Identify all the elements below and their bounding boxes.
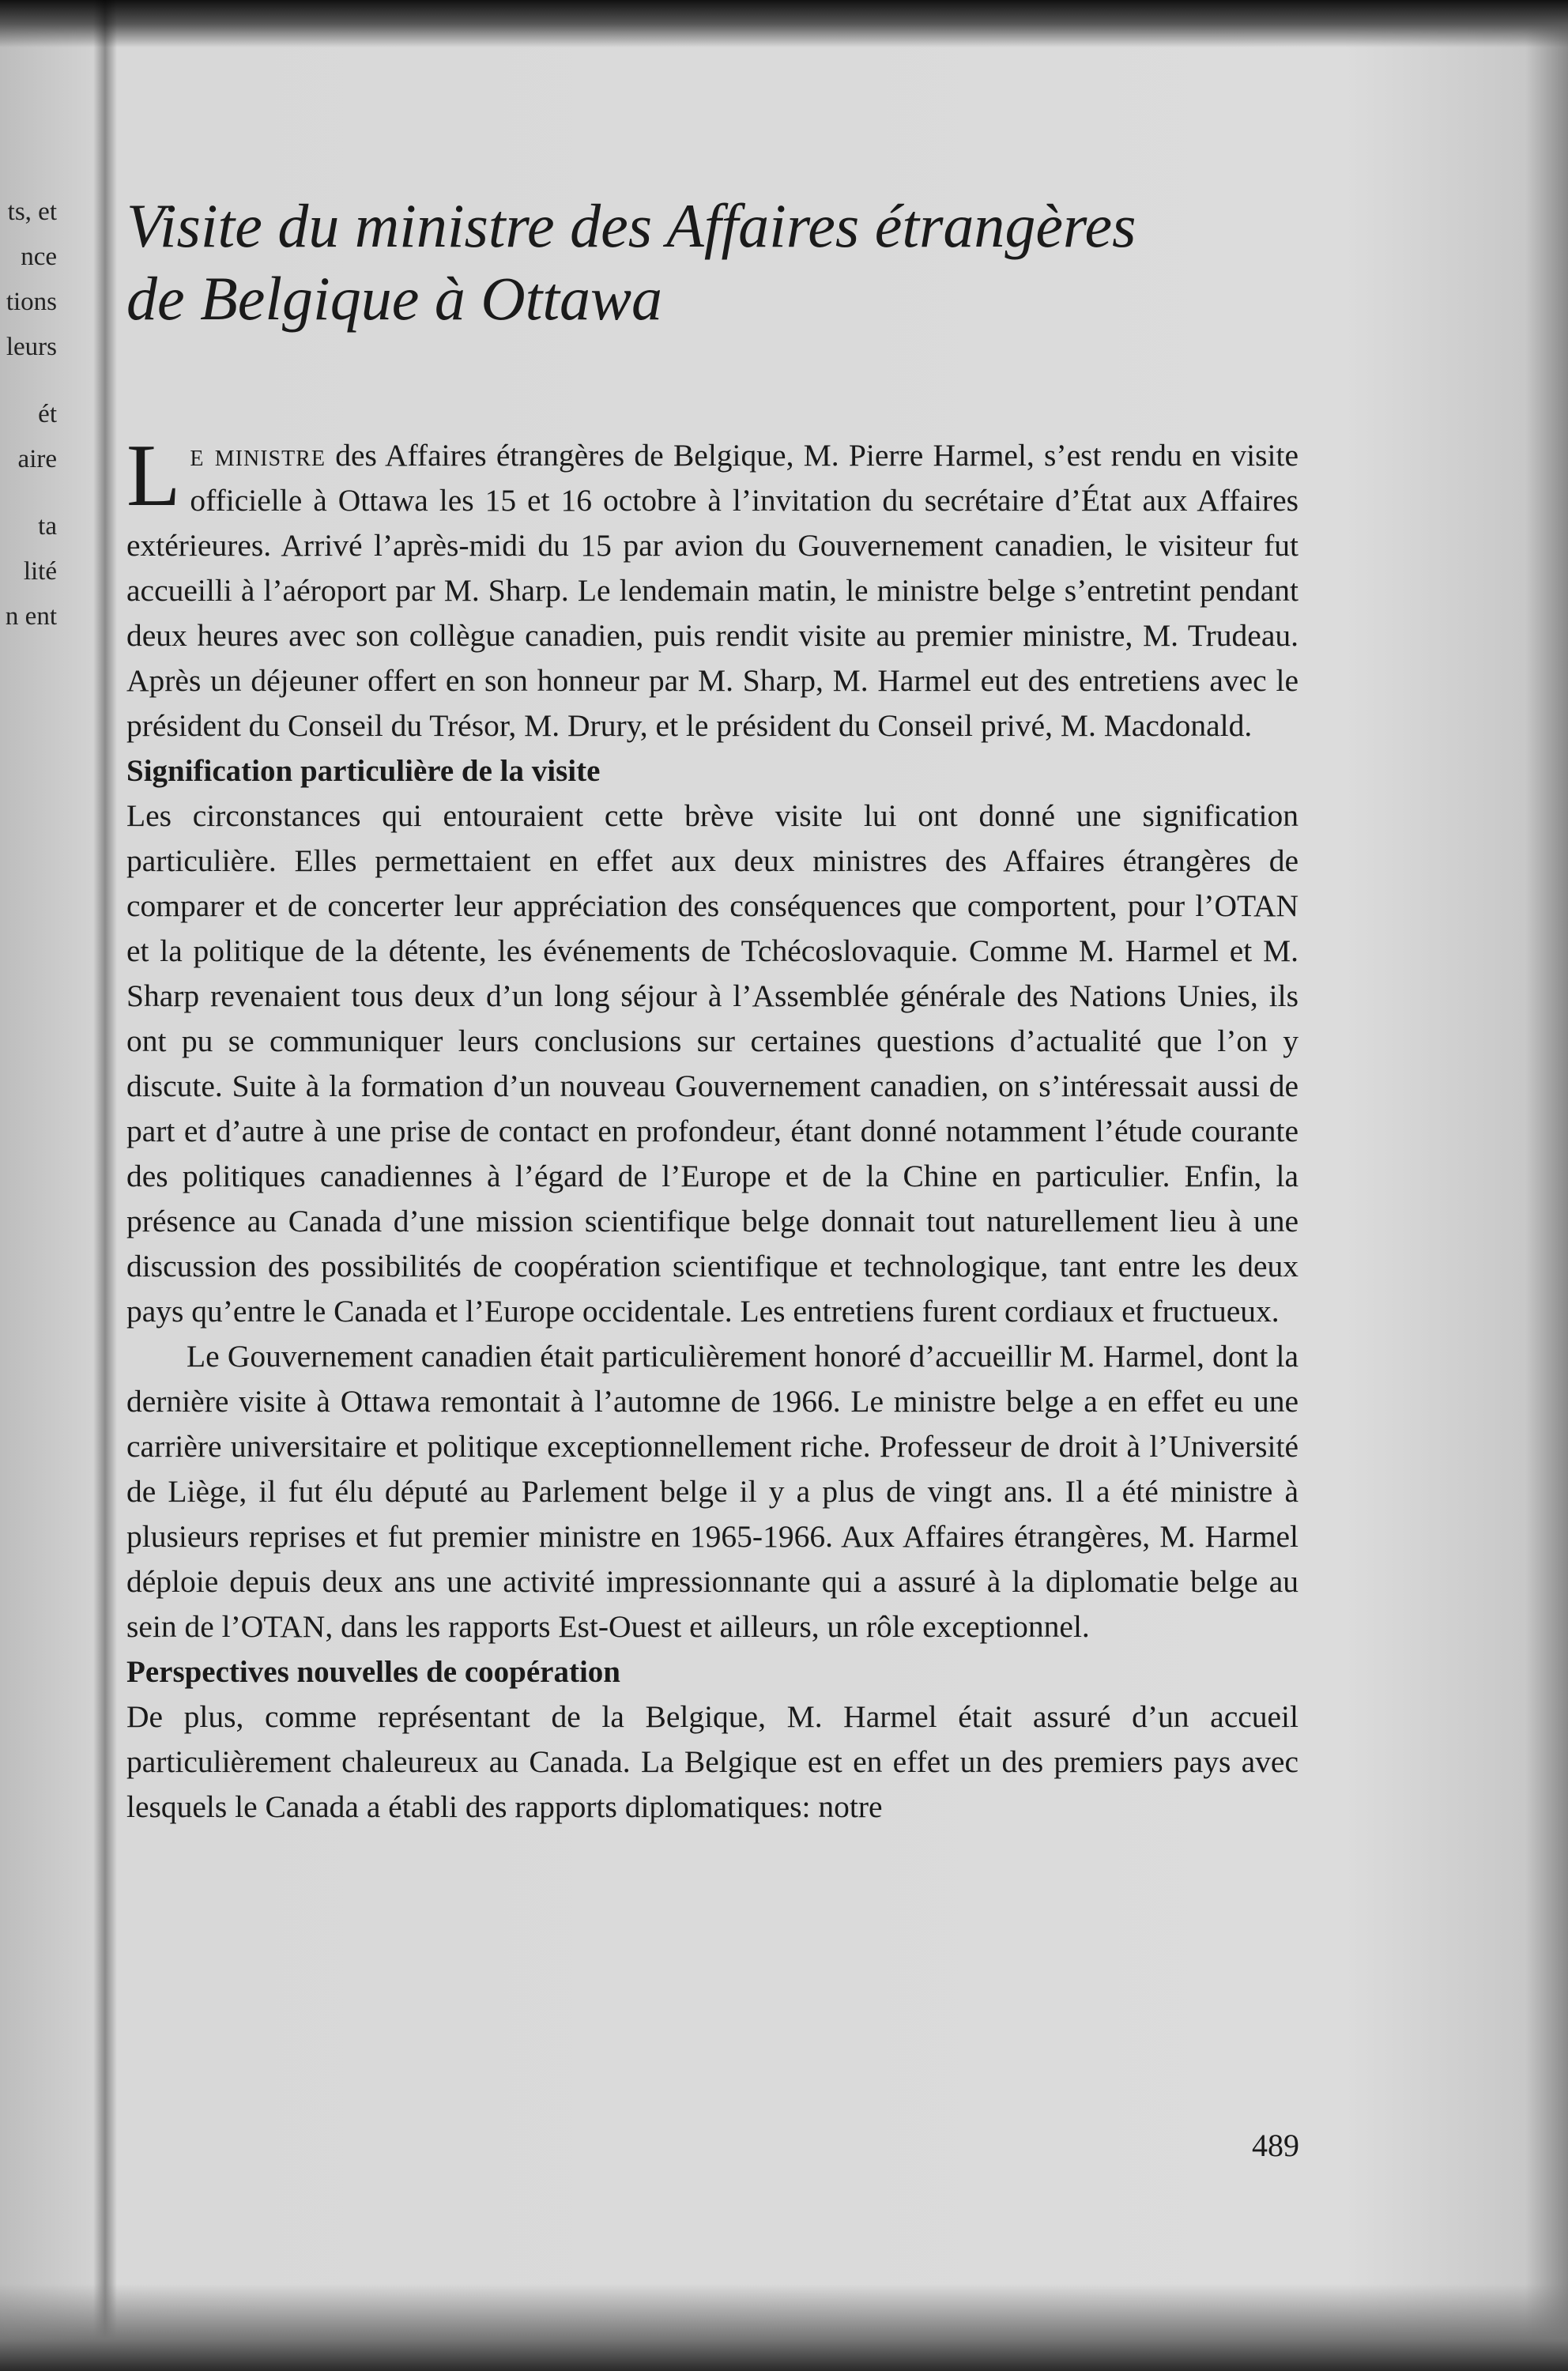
article-title-line-2: de Belgique à Ottawa — [126, 264, 663, 333]
intro-paragraph — [126, 427, 1298, 748]
intro-text: des Affaires étrangères de Belgique, M. Pierre Harmel, s’est rendu en visite officielle à Ottawa les 15 et 16 octobre à l’invitation du secrétaire d’État aux Affaires extérieures. Arrivé l’après-midi du 15 par avion du Gouvernement canadien, le visiteur fut accueilli à l’aéroport par M. Sharp. Le lendemain matin, le ministre belge s’entretint pendant deux heures avec son collègue canadien, puis rendit visite au premier ministre, M. Trudeau. Après un déjeuner offert en son honneur par M. Sharp, M. Harmel eut des entretiens avec le président du Conseil du Trésor, M. Drury, et le président du Conseil privé, M. Macdonald. — [126, 438, 1298, 743]
section2-paragraph-1: De plus, comme représentant de la Belgique, M. Harmel était assuré d’un accueil particulièrement chaleureux au Canada. La Belgique est en effet un des premiers pays avec lesquels le Canada a établi des rapports diplomatiques: notre — [126, 1699, 1298, 1824]
article-body — [126, 427, 1298, 1830]
section1-paragraph-2: Le Gouvernement canadien était particulièrement honoré d’accueillir M. Harmel, dont la dernière visite à Ottawa remontait à l’automne de 1966. Le ministre belge a en effet eu une carrière universitaire et politique exceptionnellement riche. Professeur de droit à l’Université de Liège, il fut élu député au Parlement belge il y a plus de vingt ans. Il a été ministre à plusieurs reprises et fut premier ministre en 1965-1966. Aux Affaires étrangères, M. Harmel déploie depuis deux ans une activité impressionnante qui a assuré à la diplomatie belge au sein de l’OTAN, dans les rapports Est-Ouest et ailleurs, un rôle exceptionnel. — [126, 1339, 1298, 1644]
previous-page-margin — [0, 190, 87, 639]
page-number: 489 — [1252, 2128, 1299, 2163]
section1-paragraph-1: Les circonstances qui entouraient cette brève visite lui ont donné une signification particulière. Elles permettaient en effet aux deux ministres des Affaires étrangères de comparer et de concerter leur appréciation des conséquences que comportent, pour l’OTAN et la politique de la détente, les événements de Tchécoslovaquie. Comme M. Harmel et M. Sharp revenaient tous deux d’un long séjour à l’Assemblée générale des Nations Unies, ils ont pu se communiquer leurs conclusions sur certaines questions d’actualité que l’on y discute. Suite à la formation d’un nouveau Gouvernement canadien, on s’intéressait aussi de part et d’autre à une prise de contact en profondeur, étant donné notamment l’étude courante des politiques canadiennes à l’égard de l’Europe et de la Chine en particulier. Enfin, la présence au Canada d’une mission scientifique belge donnait tout naturellement lieu à une discussion des possibilités de coopération scientifique et technologique, tant entre les deux pays qu’entre le Canada et l’Europe occidentale. Les entretiens furent cordiaux et fructueux. — [126, 798, 1298, 1329]
article-title-line-1: Visite du ministre des Affaires étrangères — [126, 191, 1136, 260]
previous-page-fragment: tions — [6, 288, 57, 316]
drop-cap: L — [126, 427, 181, 525]
scan-bottom-edge — [0, 2284, 1568, 2371]
previous-page-fragment: ét aire — [17, 400, 57, 473]
scan-top-edge — [0, 0, 1568, 47]
section-heading-signification: Signification particulière de la visite — [126, 754, 601, 788]
book-gutter — [93, 0, 117, 2371]
previous-page-fragment: ts, et — [7, 198, 57, 226]
section-heading-perspectives: Perspectives nouvelles de coopération — [126, 1655, 620, 1689]
previous-page-fragment: leurs — [6, 333, 57, 361]
previous-page-fragment: nce — [21, 243, 57, 271]
previous-page-fragment: ta lité — [23, 512, 57, 586]
previous-page-fragment: n ent — [5, 602, 57, 631]
article-title — [126, 190, 1391, 335]
intro-lead-words: e ministre — [190, 438, 326, 473]
